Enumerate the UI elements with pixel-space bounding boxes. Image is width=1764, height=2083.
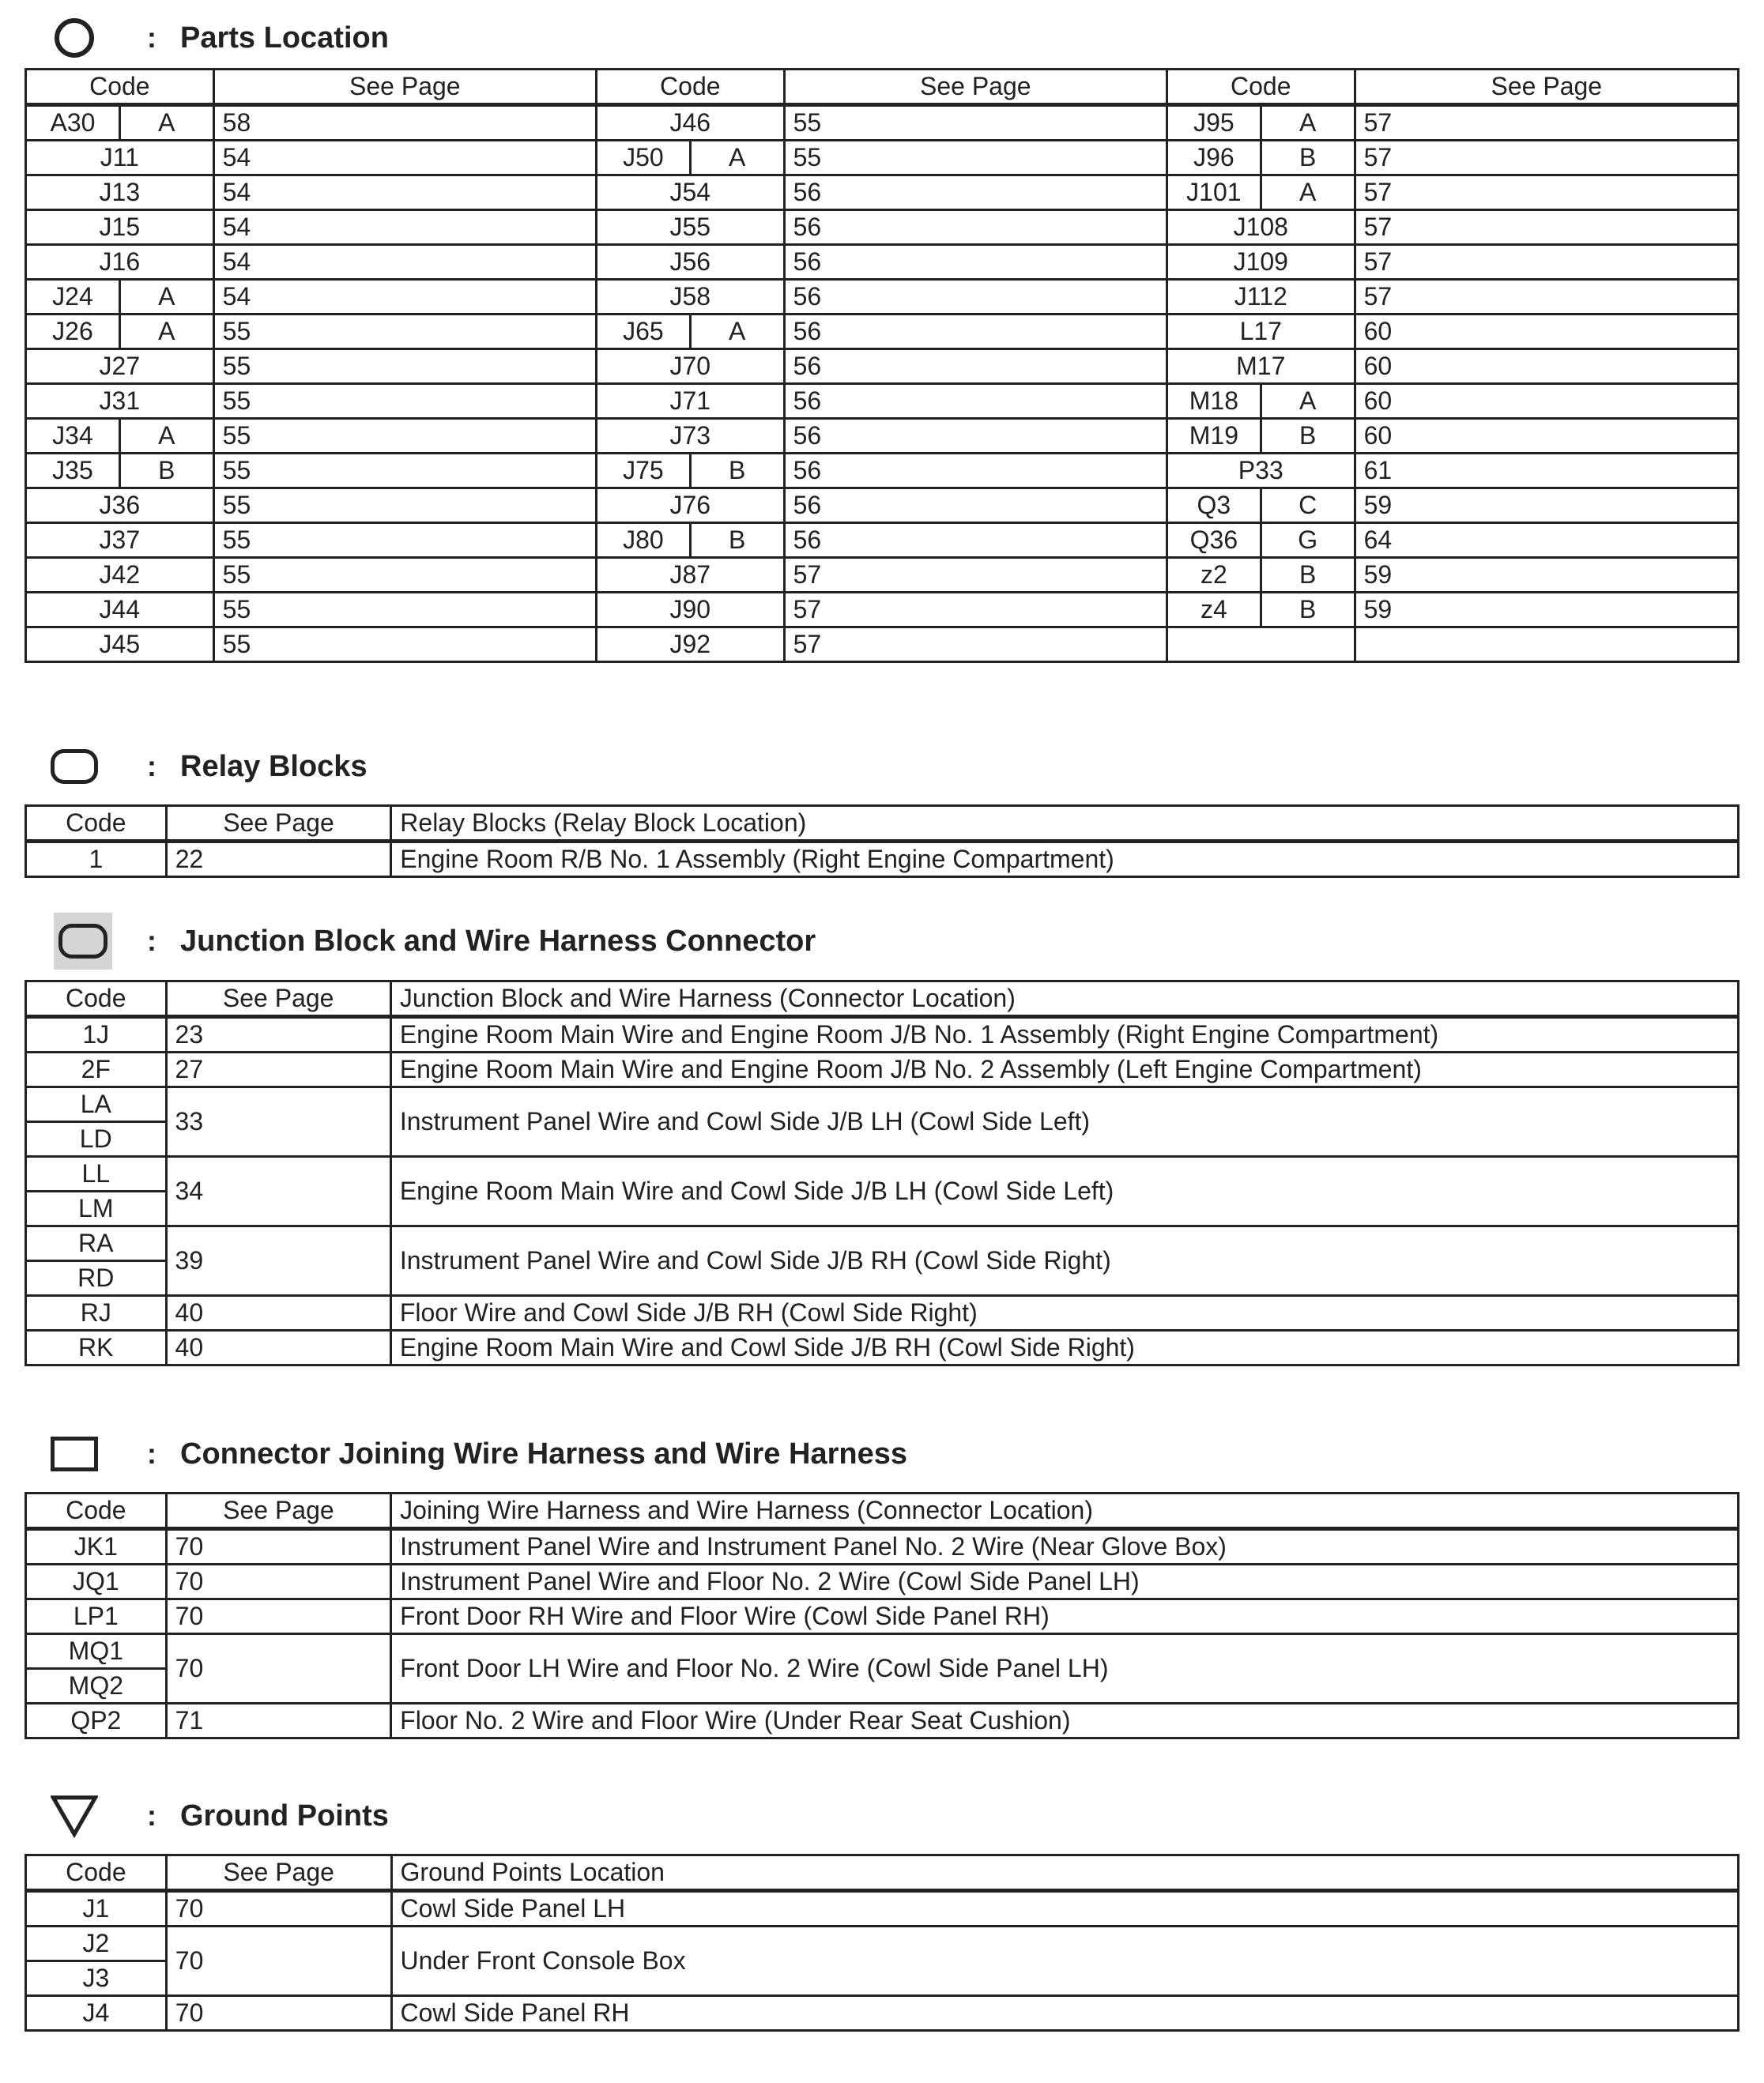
see-page-cell: 27 bbox=[166, 1053, 390, 1087]
code-header: Code bbox=[26, 1855, 167, 1891]
see-page-cell: 54 bbox=[213, 280, 596, 315]
code-cell: J36 bbox=[26, 488, 214, 523]
see-page-cell: 55 bbox=[213, 627, 596, 662]
code-cell: RA bbox=[26, 1226, 167, 1261]
shaded-rounded-rect-icon bbox=[51, 917, 98, 965]
code-suffix-cell: A bbox=[1261, 175, 1355, 210]
code-suffix-cell: G bbox=[1261, 523, 1355, 558]
code-suffix-cell: A bbox=[690, 315, 784, 349]
code-cell: J65 bbox=[596, 315, 690, 349]
header-row bbox=[26, 981, 1739, 1017]
code-cell: J34 bbox=[26, 419, 120, 454]
colon: : bbox=[147, 750, 156, 782]
see-page-cell: 40 bbox=[166, 1331, 390, 1365]
code-header: Code bbox=[26, 981, 167, 1017]
see-page-cell: 70 bbox=[166, 1634, 391, 1704]
ground-points-table bbox=[24, 1854, 1740, 2032]
code-cell bbox=[1167, 627, 1355, 662]
see-page-header: See Page bbox=[213, 70, 596, 105]
table-row bbox=[26, 1565, 1739, 1599]
see-page-cell: 55 bbox=[784, 105, 1167, 141]
code-cell: J31 bbox=[26, 384, 214, 419]
see-page-cell: 57 bbox=[784, 593, 1167, 627]
code-header: Code bbox=[596, 70, 784, 105]
table-row bbox=[26, 1599, 1739, 1634]
see-page-cell: 70 bbox=[166, 1891, 391, 1927]
header-row bbox=[26, 1855, 1739, 1891]
table-row bbox=[26, 175, 1739, 210]
colon: : bbox=[147, 925, 156, 957]
code-cell: MQ1 bbox=[26, 1634, 167, 1669]
location-cell: Floor Wire and Cowl Side J/B RH (Cowl Side Right) bbox=[390, 1296, 1738, 1331]
code-cell: M17 bbox=[1167, 349, 1355, 384]
parts-location-table bbox=[24, 68, 1740, 663]
code-cell: J26 bbox=[26, 315, 120, 349]
see-page-cell: 70 bbox=[166, 1565, 391, 1599]
code-cell: QP2 bbox=[26, 1704, 167, 1738]
colon: : bbox=[147, 1799, 156, 1832]
see-page-header: See Page bbox=[1355, 70, 1738, 105]
code-cell: M18 bbox=[1167, 384, 1261, 419]
section-title: Relay Blocks bbox=[180, 749, 368, 783]
code-suffix-cell: B bbox=[1261, 593, 1355, 627]
location-cell: Engine Room Main Wire and Cowl Side J/B LH (Cowl Side Left) bbox=[390, 1157, 1738, 1226]
code-suffix-cell: C bbox=[1261, 488, 1355, 523]
table-row bbox=[26, 1296, 1739, 1331]
table-row bbox=[26, 1087, 1739, 1122]
code-cell: J13 bbox=[26, 175, 214, 210]
see-page-cell: 56 bbox=[784, 245, 1167, 280]
see-page-cell: 57 bbox=[784, 558, 1167, 593]
connector-table bbox=[24, 1492, 1740, 1739]
location-cell: Front Door RH Wire and Floor Wire (Cowl Side Panel RH) bbox=[391, 1599, 1739, 1634]
see-page-cell: 57 bbox=[1355, 280, 1738, 315]
code-cell: J3 bbox=[26, 1961, 167, 1996]
see-page-cell: 56 bbox=[784, 523, 1167, 558]
see-page-cell: 57 bbox=[1355, 141, 1738, 175]
code-cell: J58 bbox=[596, 280, 784, 315]
location-header: Junction Block and Wire Harness (Connector Location) bbox=[390, 981, 1738, 1017]
see-page-cell: 22 bbox=[166, 842, 391, 877]
code-cell: J92 bbox=[596, 627, 784, 662]
code-suffix-cell: A bbox=[119, 105, 213, 141]
location-cell: Under Front Console Box bbox=[391, 1927, 1738, 1996]
see-page-cell: 61 bbox=[1355, 454, 1738, 488]
see-page-cell: 55 bbox=[213, 488, 596, 523]
see-page-cell: 56 bbox=[784, 175, 1167, 210]
code-suffix-cell: A bbox=[1261, 105, 1355, 141]
see-page-cell: 55 bbox=[213, 349, 596, 384]
table-row bbox=[26, 349, 1739, 384]
table-row bbox=[26, 280, 1739, 315]
location-cell: Front Door LH Wire and Floor No. 2 Wire (Cowl Side Panel LH) bbox=[391, 1634, 1739, 1704]
code-cell: J56 bbox=[596, 245, 784, 280]
section-title: Ground Points bbox=[180, 1799, 389, 1833]
code-cell: z4 bbox=[1167, 593, 1261, 627]
see-page-cell: 70 bbox=[166, 1927, 391, 1996]
code-suffix-cell: A bbox=[119, 419, 213, 454]
table-row bbox=[26, 315, 1739, 349]
code-cell: J108 bbox=[1167, 210, 1355, 245]
code-cell: LL bbox=[26, 1157, 167, 1192]
see-page-cell: 64 bbox=[1355, 523, 1738, 558]
see-page-cell bbox=[1355, 627, 1738, 662]
location-header: Joining Wire Harness and Wire Harness (Connector Location) bbox=[391, 1494, 1739, 1529]
see-page-cell: 54 bbox=[213, 175, 596, 210]
code-cell: J76 bbox=[596, 488, 784, 523]
colon: : bbox=[147, 1437, 156, 1470]
location-cell: Instrument Panel Wire and Cowl Side J/B RH (Cowl Side Right) bbox=[390, 1226, 1738, 1296]
see-page-cell: 55 bbox=[213, 558, 596, 593]
table-row bbox=[26, 1529, 1739, 1565]
code-cell: Q3 bbox=[1167, 488, 1261, 523]
see-page-cell: 57 bbox=[1355, 175, 1738, 210]
section-title: Junction Block and Wire Harness Connector bbox=[180, 924, 816, 958]
see-page-cell: 33 bbox=[166, 1087, 390, 1157]
code-cell: J55 bbox=[596, 210, 784, 245]
see-page-cell: 55 bbox=[213, 593, 596, 627]
table-row bbox=[26, 593, 1739, 627]
junction-block-heading bbox=[51, 917, 816, 965]
code-cell: LD bbox=[26, 1122, 167, 1157]
code-header: Code bbox=[26, 806, 167, 842]
location-cell: Floor No. 2 Wire and Floor Wire (Under Rear Seat Cushion) bbox=[391, 1704, 1739, 1738]
see-page-header: See Page bbox=[166, 1855, 391, 1891]
see-page-cell: 70 bbox=[166, 1599, 391, 1634]
code-suffix-cell: A bbox=[1261, 384, 1355, 419]
header-row bbox=[26, 806, 1739, 842]
code-cell: LM bbox=[26, 1192, 167, 1226]
table-row bbox=[26, 1331, 1739, 1365]
table-row bbox=[26, 384, 1739, 419]
code-cell: RK bbox=[26, 1331, 167, 1365]
table-row bbox=[26, 488, 1739, 523]
table-row bbox=[26, 627, 1739, 662]
code-cell: J24 bbox=[26, 280, 120, 315]
code-cell: L17 bbox=[1167, 315, 1355, 349]
see-page-cell: 56 bbox=[784, 280, 1167, 315]
code-cell: J54 bbox=[596, 175, 784, 210]
section-title: Connector Joining Wire Harness and Wire Harness bbox=[180, 1437, 907, 1471]
code-cell: J80 bbox=[596, 523, 690, 558]
code-cell: 1 bbox=[26, 842, 167, 877]
location-header: Ground Points Location bbox=[391, 1855, 1738, 1891]
see-page-cell: 60 bbox=[1355, 315, 1738, 349]
see-page-cell: 55 bbox=[213, 523, 596, 558]
table-row bbox=[26, 419, 1739, 454]
table-row bbox=[26, 1704, 1739, 1738]
code-cell: z2 bbox=[1167, 558, 1261, 593]
code-cell: LP1 bbox=[26, 1599, 167, 1634]
table-row bbox=[26, 1017, 1739, 1053]
see-page-cell: 39 bbox=[166, 1226, 390, 1296]
code-cell: RD bbox=[26, 1261, 167, 1296]
see-page-cell: 56 bbox=[784, 210, 1167, 245]
code-cell: J11 bbox=[26, 141, 214, 175]
code-cell: J4 bbox=[26, 1996, 167, 2031]
location-cell: Instrument Panel Wire and Instrument Panel No. 2 Wire (Near Glove Box) bbox=[391, 1529, 1739, 1565]
code-cell: M19 bbox=[1167, 419, 1261, 454]
code-cell: J95 bbox=[1167, 105, 1261, 141]
location-cell: Instrument Panel Wire and Floor No. 2 Wire (Cowl Side Panel LH) bbox=[391, 1565, 1739, 1599]
location-cell: Engine Room R/B No. 1 Assembly (Right Engine Compartment) bbox=[391, 842, 1739, 877]
code-cell: J27 bbox=[26, 349, 214, 384]
code-cell: Q36 bbox=[1167, 523, 1261, 558]
relay-blocks-heading bbox=[51, 743, 368, 790]
rounded-rect-icon bbox=[51, 743, 98, 790]
see-page-cell: 54 bbox=[213, 210, 596, 245]
code-cell: MQ2 bbox=[26, 1669, 167, 1704]
code-suffix-cell: B bbox=[1261, 419, 1355, 454]
code-cell: J71 bbox=[596, 384, 784, 419]
location-cell: Cowl Side Panel RH bbox=[391, 1996, 1738, 2031]
table-row bbox=[26, 454, 1739, 488]
see-page-cell: 55 bbox=[213, 454, 596, 488]
see-page-cell: 40 bbox=[166, 1296, 390, 1331]
see-page-cell: 57 bbox=[1355, 105, 1738, 141]
parts-location-heading bbox=[51, 14, 389, 62]
code-cell: A30 bbox=[26, 105, 120, 141]
table-row bbox=[26, 842, 1739, 877]
triangle-down-icon bbox=[51, 1792, 98, 1840]
rectangle-icon bbox=[51, 1430, 98, 1478]
see-page-cell: 58 bbox=[213, 105, 596, 141]
code-cell: J15 bbox=[26, 210, 214, 245]
see-page-cell: 70 bbox=[166, 1996, 391, 2031]
see-page-cell: 54 bbox=[213, 245, 596, 280]
code-cell: J44 bbox=[26, 593, 214, 627]
code-cell: J50 bbox=[596, 141, 690, 175]
table-row bbox=[26, 245, 1739, 280]
see-page-cell: 59 bbox=[1355, 593, 1738, 627]
see-page-cell: 56 bbox=[784, 349, 1167, 384]
table-row bbox=[26, 1634, 1739, 1669]
table-row bbox=[26, 1226, 1739, 1261]
see-page-cell: 56 bbox=[784, 419, 1167, 454]
see-page-cell: 56 bbox=[784, 488, 1167, 523]
see-page-cell: 56 bbox=[784, 315, 1167, 349]
table-row bbox=[26, 1996, 1739, 2031]
code-cell: JQ1 bbox=[26, 1565, 167, 1599]
table-row bbox=[26, 1927, 1739, 1961]
see-page-cell: 34 bbox=[166, 1157, 390, 1226]
see-page-cell: 55 bbox=[213, 315, 596, 349]
ground-points-heading bbox=[51, 1792, 389, 1840]
code-suffix-cell: A bbox=[119, 315, 213, 349]
see-page-cell: 55 bbox=[213, 419, 596, 454]
code-suffix-cell: A bbox=[690, 141, 784, 175]
table-row bbox=[26, 558, 1739, 593]
code-cell: J90 bbox=[596, 593, 784, 627]
colon: : bbox=[147, 21, 156, 54]
see-page-cell: 23 bbox=[166, 1017, 390, 1053]
see-page-cell: 54 bbox=[213, 141, 596, 175]
see-page-cell: 70 bbox=[166, 1529, 391, 1565]
see-page-cell: 60 bbox=[1355, 384, 1738, 419]
code-cell: J70 bbox=[596, 349, 784, 384]
see-page-cell: 60 bbox=[1355, 349, 1738, 384]
connector-heading bbox=[51, 1430, 907, 1478]
location-cell: Cowl Side Panel LH bbox=[391, 1891, 1738, 1927]
code-cell: J46 bbox=[596, 105, 784, 141]
code-cell: J16 bbox=[26, 245, 214, 280]
code-cell: J2 bbox=[26, 1927, 167, 1961]
header-row bbox=[26, 1494, 1739, 1529]
code-header: Code bbox=[26, 1494, 167, 1529]
see-page-cell: 57 bbox=[1355, 245, 1738, 280]
table-row bbox=[26, 1891, 1739, 1927]
location-cell: Instrument Panel Wire and Cowl Side J/B LH (Cowl Side Left) bbox=[390, 1087, 1738, 1157]
location-header: Relay Blocks (Relay Block Location) bbox=[391, 806, 1739, 842]
see-page-header: See Page bbox=[166, 1494, 391, 1529]
code-cell: J42 bbox=[26, 558, 214, 593]
see-page-cell: 57 bbox=[784, 627, 1167, 662]
code-suffix-cell: A bbox=[119, 280, 213, 315]
see-page-cell: 59 bbox=[1355, 488, 1738, 523]
location-cell: Engine Room Main Wire and Cowl Side J/B RH (Cowl Side Right) bbox=[390, 1331, 1738, 1365]
code-header: Code bbox=[1167, 70, 1355, 105]
see-page-header: See Page bbox=[166, 981, 390, 1017]
location-cell: Engine Room Main Wire and Engine Room J/B No. 2 Assembly (Left Engine Compartment) bbox=[390, 1053, 1738, 1087]
circle-icon bbox=[51, 14, 98, 62]
code-cell: 2F bbox=[26, 1053, 167, 1087]
see-page-cell: 60 bbox=[1355, 419, 1738, 454]
code-suffix-cell: B bbox=[119, 454, 213, 488]
see-page-cell: 57 bbox=[1355, 210, 1738, 245]
code-cell: J101 bbox=[1167, 175, 1261, 210]
see-page-cell: 56 bbox=[784, 454, 1167, 488]
section-title: Parts Location bbox=[180, 21, 389, 55]
code-cell: J96 bbox=[1167, 141, 1261, 175]
table-row bbox=[26, 1157, 1739, 1192]
table-row bbox=[26, 210, 1739, 245]
see-page-cell: 59 bbox=[1355, 558, 1738, 593]
header-row bbox=[26, 70, 1739, 105]
code-suffix-cell: B bbox=[1261, 141, 1355, 175]
code-suffix-cell: B bbox=[690, 523, 784, 558]
see-page-cell: 55 bbox=[213, 384, 596, 419]
see-page-cell: 55 bbox=[784, 141, 1167, 175]
code-cell: J87 bbox=[596, 558, 784, 593]
table-row bbox=[26, 523, 1739, 558]
code-cell: J1 bbox=[26, 1891, 167, 1927]
code-cell: J109 bbox=[1167, 245, 1355, 280]
code-cell: RJ bbox=[26, 1296, 167, 1331]
location-cell: Engine Room Main Wire and Engine Room J/B No. 1 Assembly (Right Engine Compartment) bbox=[390, 1017, 1738, 1053]
code-cell: JK1 bbox=[26, 1529, 167, 1565]
code-suffix-cell: B bbox=[1261, 558, 1355, 593]
code-cell: J35 bbox=[26, 454, 120, 488]
code-header: Code bbox=[26, 70, 214, 105]
see-page-header: See Page bbox=[784, 70, 1167, 105]
code-cell: J73 bbox=[596, 419, 784, 454]
code-cell: J37 bbox=[26, 523, 214, 558]
see-page-cell: 56 bbox=[784, 384, 1167, 419]
code-cell: J45 bbox=[26, 627, 214, 662]
table-row bbox=[26, 1053, 1739, 1087]
table-row bbox=[26, 105, 1739, 141]
junction-block-table bbox=[24, 980, 1740, 1366]
table-row bbox=[26, 141, 1739, 175]
code-cell: P33 bbox=[1167, 454, 1355, 488]
see-page-header: See Page bbox=[166, 806, 391, 842]
relay-blocks-table bbox=[24, 804, 1740, 878]
code-cell: LA bbox=[26, 1087, 167, 1122]
code-suffix-cell: B bbox=[690, 454, 784, 488]
code-cell: 1J bbox=[26, 1017, 167, 1053]
code-cell: J112 bbox=[1167, 280, 1355, 315]
see-page-cell: 71 bbox=[166, 1704, 391, 1738]
code-cell: J75 bbox=[596, 454, 690, 488]
